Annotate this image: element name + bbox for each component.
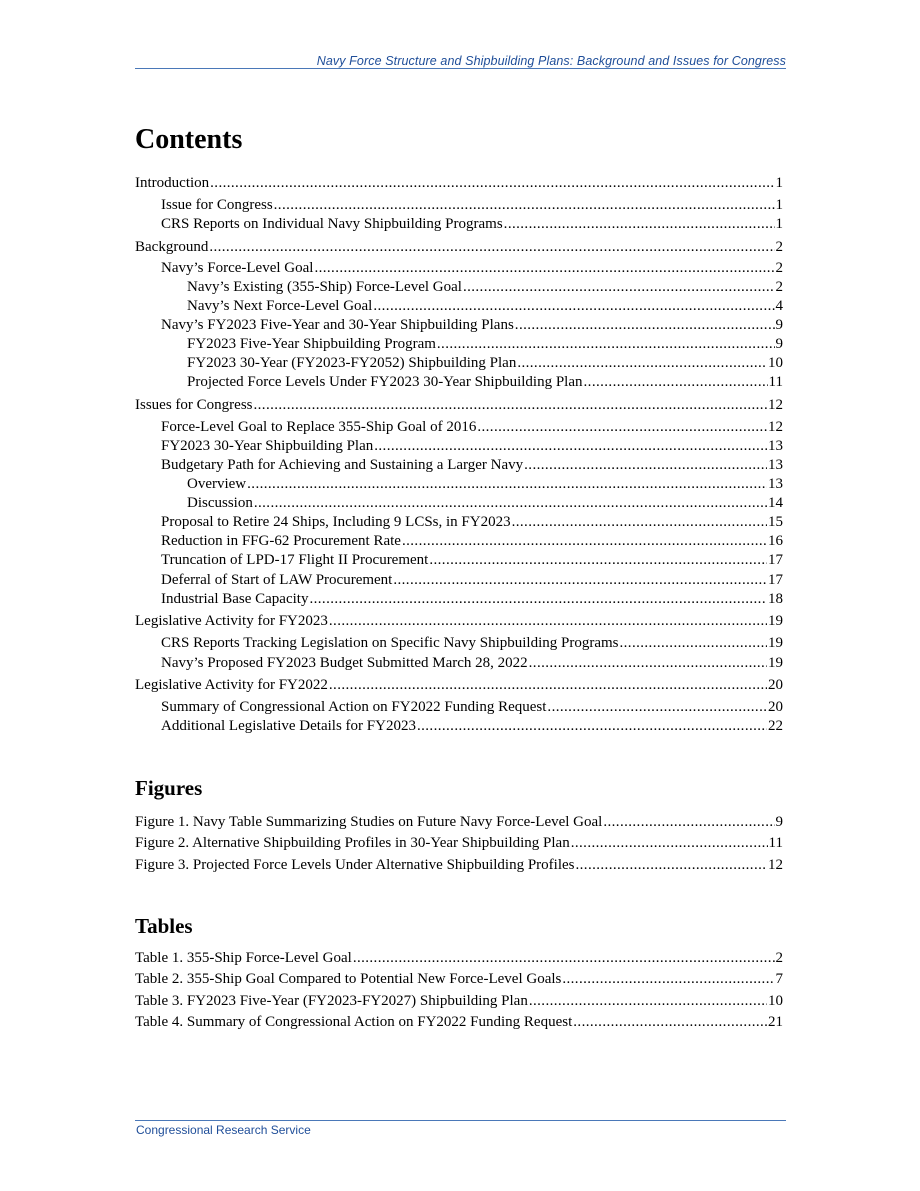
toc-leader	[254, 396, 768, 414]
figure-entry-title: Figure 2. Alternative Shipbuilding Profiles in 30-Year Shipbuilding Plan	[135, 835, 570, 851]
toc-leader	[274, 196, 775, 214]
toc-entry-title: Navy’s FY2023 Five-Year and 30-Year Shipbuilding Plans	[161, 317, 514, 333]
table-entry-title: Table 2. 355-Ship Goal Compared to Potential New Force-Level Goals	[135, 971, 562, 987]
running-header: Navy Force Structure and Shipbuilding Plans: Background and Issues for Congress	[316, 54, 786, 68]
toc-leader	[314, 259, 774, 277]
toc-entry[interactable]	[135, 612, 783, 630]
toc-entry-title: Projected Force Levels Under FY2023 30-Year Shipbuilding Plan	[187, 374, 583, 390]
toc-leader	[620, 634, 768, 652]
toc-page-number: 12	[768, 397, 783, 413]
toc-entry[interactable]	[161, 456, 783, 474]
toc-leader	[562, 970, 774, 988]
toc-page-number: 13	[768, 476, 783, 492]
toc-leader	[329, 676, 767, 694]
toc-entry-title: Budgetary Path for Achieving and Sustaining a Larger Navy	[161, 457, 524, 473]
toc-entry[interactable]	[161, 634, 783, 652]
toc-entry[interactable]	[161, 418, 783, 436]
toc-leader	[373, 297, 774, 315]
toc-page-number: 17	[768, 552, 783, 568]
table-page-number: 21	[768, 1014, 783, 1030]
toc-entry[interactable]	[161, 717, 783, 735]
toc-entry[interactable]	[161, 316, 783, 334]
toc-page-number: 9	[775, 317, 783, 333]
toc-entry-title: FY2023 30-Year Shipbuilding Plan	[161, 438, 374, 454]
toc-page-number: 18	[768, 591, 783, 607]
toc-leader	[402, 532, 767, 550]
toc-page-number: 14	[768, 495, 783, 511]
toc-entry[interactable]	[161, 551, 783, 569]
toc-leader	[603, 813, 774, 831]
toc-entry-title: Navy’s Existing (355-Ship) Force-Level Goal	[187, 279, 462, 295]
tables-heading: Tables	[135, 914, 193, 938]
toc-page-number: 4	[775, 298, 783, 314]
toc-entry-title: CRS Reports on Individual Navy Shipbuilding Programs	[161, 216, 503, 232]
toc-page-number: 2	[775, 279, 783, 295]
toc-leader	[529, 654, 767, 672]
toc-entry-title: Proposal to Retire 24 Ships, Including 9 LCSs, in FY2023	[161, 514, 511, 530]
toc-leader	[393, 571, 767, 589]
figure-page-number: 11	[768, 835, 783, 851]
table-page-number: 2	[775, 950, 783, 966]
toc-page-number: 11	[768, 374, 783, 390]
toc-leader	[584, 373, 768, 391]
toc-page-number: 16	[768, 533, 783, 549]
toc-entry[interactable]	[187, 494, 783, 512]
toc-entry[interactable]	[187, 373, 783, 391]
toc-entry[interactable]	[161, 590, 783, 608]
toc-entry[interactable]	[187, 278, 783, 296]
toc-leader	[247, 475, 767, 493]
toc-leader	[524, 456, 767, 474]
table-entry-title: Table 1. 355-Ship Force-Level Goal	[135, 950, 352, 966]
toc-entry-title: Navy’s Next Force-Level Goal	[187, 298, 373, 314]
toc-entry[interactable]	[135, 238, 783, 256]
toc-entry-title: Legislative Activity for FY2023	[135, 613, 328, 629]
toc-page-number: 9	[775, 336, 783, 352]
toc-page-number: 1	[775, 216, 783, 232]
toc-leader	[374, 437, 767, 455]
toc-page-number: 20	[768, 677, 783, 693]
toc-entry[interactable]	[161, 654, 783, 672]
table-entry[interactable]	[135, 1013, 783, 1031]
toc-entry[interactable]	[187, 354, 783, 372]
toc-page-number: 15	[768, 514, 783, 530]
toc-leader	[477, 418, 767, 436]
toc-page-number: 10	[768, 355, 783, 371]
toc-entry[interactable]	[161, 513, 783, 531]
toc-entry[interactable]	[161, 437, 783, 455]
table-entry[interactable]	[135, 992, 783, 1010]
table-entry[interactable]	[135, 949, 783, 967]
figure-page-number: 12	[768, 857, 783, 873]
toc-leader	[517, 354, 767, 372]
table-page-number: 7	[775, 971, 783, 987]
toc-entry-title: Issues for Congress	[135, 397, 253, 413]
figure-entry[interactable]	[135, 856, 783, 874]
figure-entry[interactable]	[135, 813, 783, 831]
toc-leader	[429, 551, 767, 569]
toc-leader	[512, 513, 767, 531]
toc-entry-title: Legislative Activity for FY2022	[135, 677, 328, 693]
figure-entry-title: Figure 1. Navy Table Summarizing Studies on Future Navy Force-Level Goal	[135, 814, 603, 830]
table-page-number: 10	[768, 993, 783, 1009]
toc-entry-title: Navy’s Force-Level Goal	[161, 260, 314, 276]
toc-entry-title: Summary of Congressional Action on FY2022 Funding Request	[161, 699, 547, 715]
table-entry-title: Table 4. Summary of Congressional Action on FY2022 Funding Request	[135, 1014, 573, 1030]
toc-leader	[463, 278, 775, 296]
toc-leader	[529, 992, 767, 1010]
toc-entry-title: CRS Reports Tracking Legislation on Specific Navy Shipbuilding Programs	[161, 635, 619, 651]
toc-leader	[209, 238, 774, 256]
toc-page-number: 19	[768, 635, 783, 651]
toc-entry-title: Additional Legislative Details for FY2023	[161, 718, 416, 734]
toc-entry[interactable]	[187, 335, 783, 353]
toc-entry[interactable]	[187, 475, 783, 493]
toc-leader	[515, 316, 775, 334]
toc-leader	[309, 590, 767, 608]
toc-page-number: 1	[775, 175, 783, 191]
toc-entry-title: Force-Level Goal to Replace 355-Ship Goal of 2016	[161, 419, 477, 435]
toc-entry-title: Reduction in FFG-62 Procurement Rate	[161, 533, 401, 549]
toc-entry-title: Industrial Base Capacity	[161, 591, 309, 607]
figure-entry-title: Figure 3. Projected Force Levels Under Alternative Shipbuilding Profiles	[135, 857, 575, 873]
toc-page-number: 2	[775, 239, 783, 255]
toc-leader	[417, 717, 767, 735]
toc-entry[interactable]	[135, 396, 783, 414]
toc-entry[interactable]	[187, 297, 783, 315]
toc-leader	[437, 335, 775, 353]
running-footer: Congressional Research Service	[136, 1123, 311, 1137]
toc-entry[interactable]	[161, 215, 783, 233]
toc-entry-title: Background	[135, 239, 209, 255]
toc-leader	[504, 215, 775, 233]
toc-leader	[210, 174, 774, 192]
toc-page-number: 13	[768, 438, 783, 454]
toc-entry-title: Introduction	[135, 175, 210, 191]
toc-entry-title: FY2023 Five-Year Shipbuilding Program	[187, 336, 436, 352]
toc-leader	[576, 856, 768, 874]
header-rule	[135, 68, 786, 69]
figures-heading: Figures	[135, 776, 203, 800]
toc-entry[interactable]	[161, 698, 783, 716]
toc-entry-title: Issue for Congress	[161, 197, 273, 213]
toc-page-number: 19	[768, 613, 783, 629]
toc-page-number: 13	[768, 457, 783, 473]
table-entry-title: Table 3. FY2023 Five-Year (FY2023-FY2027) Shipbuilding Plan	[135, 993, 528, 1009]
toc-entry-title: Truncation of LPD-17 Flight II Procurement	[161, 552, 429, 568]
toc-leader	[329, 612, 767, 630]
toc-entry-title: Overview	[187, 476, 247, 492]
toc-entry[interactable]	[161, 571, 783, 589]
toc-page-number: 17	[768, 572, 783, 588]
toc-leader	[254, 494, 767, 512]
toc-page-number: 12	[768, 419, 783, 435]
toc-page-number: 22	[768, 718, 783, 734]
toc-entry[interactable]	[161, 532, 783, 550]
toc-leader	[573, 1013, 767, 1031]
footer-rule	[135, 1120, 786, 1121]
toc-entry-title: FY2023 30-Year (FY2023-FY2052) Shipbuilding Plan	[187, 355, 517, 371]
toc-page-number: 20	[768, 699, 783, 715]
toc-entry[interactable]	[135, 676, 783, 694]
contents-heading: Contents	[135, 124, 243, 155]
toc-page-number: 19	[768, 655, 783, 671]
toc-entry-title: Discussion	[187, 495, 253, 511]
toc-leader	[547, 698, 767, 716]
table-entry[interactable]	[135, 970, 783, 988]
toc-leader	[571, 834, 768, 852]
toc-page-number: 2	[775, 260, 783, 276]
toc-entry[interactable]	[135, 174, 783, 192]
figure-page-number: 9	[775, 814, 783, 830]
toc-leader	[353, 949, 775, 967]
toc-entry-title: Navy’s Proposed FY2023 Budget Submitted March 28, 2022	[161, 655, 528, 671]
toc-entry[interactable]	[161, 259, 783, 277]
toc-entry[interactable]	[161, 196, 783, 214]
toc-entry-title: Deferral of Start of LAW Procurement	[161, 572, 393, 588]
figure-entry[interactable]	[135, 834, 783, 852]
toc-page-number: 1	[775, 197, 783, 213]
